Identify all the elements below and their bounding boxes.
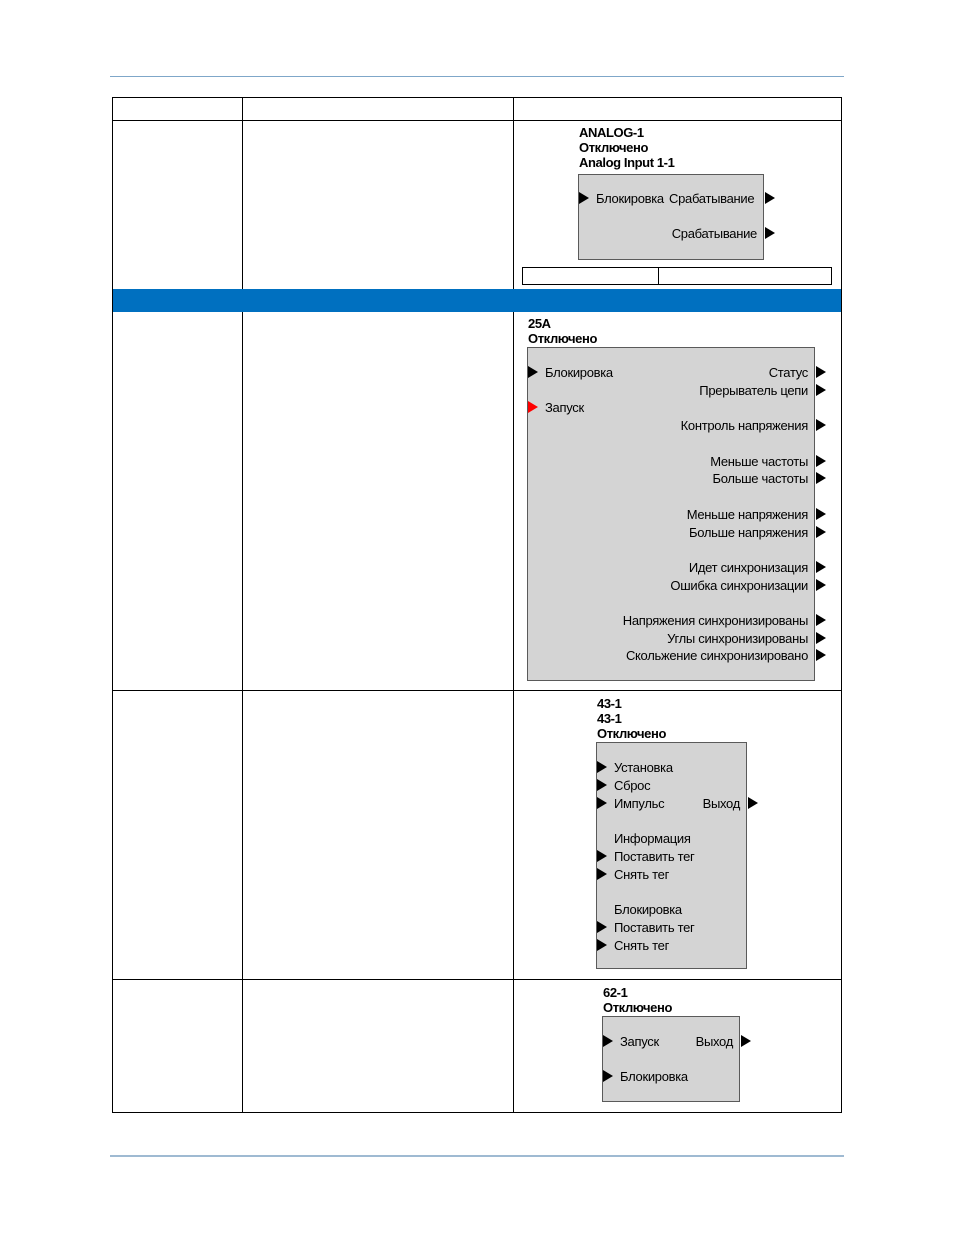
b25a-output-arrow-icon-11[interactable] (816, 632, 826, 644)
b25a-output-arrow-icon-6[interactable] (816, 508, 826, 520)
b43-block-name: 43-1 (597, 696, 622, 711)
b43-input-arrow-icon-3[interactable] (597, 797, 607, 809)
b43-input-label-2: Сброс (614, 778, 651, 793)
b25a-input-arrow-icon-1[interactable] (528, 366, 538, 378)
b25a-output-label-12: Скольжение синхронизировано (625, 648, 808, 663)
b25a-output-label-2: Прерыватель цепи (699, 383, 808, 398)
b25a-output-arrow-icon-12[interactable] (816, 649, 826, 661)
b43-input-label-1: Установка (614, 760, 673, 775)
section-band (113, 289, 841, 312)
b25a-output-label-4: Меньше частоты (710, 454, 808, 469)
b62-input-arrow-icon-2[interactable] (603, 1070, 613, 1082)
header-rule (110, 76, 844, 77)
footer-rule (110, 1155, 844, 1157)
b43-input-arrow-icon-1[interactable] (597, 761, 607, 773)
b43-group-label-block: Блокировка (614, 902, 682, 917)
analog-block-status: Отключено (579, 140, 648, 155)
b25a-output-label-6: Меньше напряжения (686, 507, 808, 522)
b62-block-status: Отключено (603, 1000, 672, 1015)
analog-input-block-arrow-icon[interactable] (579, 192, 589, 204)
b43-block-title (597, 696, 666, 741)
b43-input-label-7: Снять тег (614, 938, 670, 953)
b25a-output-arrow-icon-1[interactable] (816, 366, 826, 378)
analog-output-trip-arrow-icon-2[interactable] (765, 227, 775, 239)
analog-output-trip-label-2: Срабатывание (671, 226, 757, 241)
column-divider-2 (513, 98, 514, 1112)
b43-output-arrow-icon[interactable] (748, 797, 758, 809)
b62-block-title (603, 985, 672, 1015)
b43-block-label: 43-1 (597, 711, 622, 726)
b25a-block-name: 25A (528, 316, 551, 331)
b25a-output-label-5: Больше частоты (712, 471, 808, 486)
b25a-output-arrow-icon-9[interactable] (816, 579, 826, 591)
b62-input-label-2: Блокировка (620, 1069, 688, 1084)
b25a-output-label-9: Ошибка синхронизации (670, 578, 808, 593)
b43-block-status: Отключено (597, 726, 666, 741)
analog-settings-strip (522, 267, 832, 285)
analog-output-trip-arrow-icon-1[interactable] (765, 192, 775, 204)
b43-input-arrow-icon-4[interactable] (597, 850, 607, 862)
b25a-output-arrow-icon-3[interactable] (816, 419, 826, 431)
analog-function-block[interactable] (578, 174, 764, 260)
b43-function-block[interactable] (596, 742, 747, 969)
row-divider-header (113, 120, 841, 121)
b62-block-name: 62-1 (603, 985, 628, 1000)
b25a-block-status: Отключено (528, 331, 597, 346)
b43-input-label-4: Поставить тег (614, 849, 695, 864)
analog-block-source: Analog Input 1-1 (579, 155, 675, 170)
row-divider-2 (113, 690, 841, 691)
b25a-output-label-1: Статус (768, 365, 808, 380)
b25a-input-arrow-icon-2[interactable] (528, 401, 538, 413)
b25a-function-block[interactable] (527, 347, 815, 681)
b25a-input-label-1: Блокировка (545, 365, 613, 380)
b62-output-arrow-icon[interactable] (741, 1035, 751, 1047)
b43-input-label-3: Импульс (614, 796, 665, 811)
b43-input-arrow-icon-2[interactable] (597, 779, 607, 791)
b25a-input-label-2: Запуск (545, 400, 584, 415)
b43-output-label: Выход (702, 796, 740, 811)
analog-block-name: ANALOG-1 (579, 125, 644, 140)
b25a-output-arrow-icon-2[interactable] (816, 384, 826, 396)
row-divider-3 (113, 979, 841, 980)
b25a-output-arrow-icon-7[interactable] (816, 526, 826, 538)
column-divider-1 (242, 98, 243, 1112)
b62-input-arrow-icon-1[interactable] (603, 1035, 613, 1047)
b25a-output-label-8: Идет синхронизация (688, 560, 808, 575)
b25a-output-arrow-icon-8[interactable] (816, 561, 826, 573)
b43-input-arrow-icon-5[interactable] (597, 868, 607, 880)
analog-block-title (579, 125, 674, 170)
analog-input-block-label: Блокировка (596, 191, 664, 206)
b25a-output-label-10: Напряжения синхронизированы (622, 613, 808, 628)
b25a-output-label-3: Контроль напряжения (680, 418, 808, 433)
analog-output-trip-label-1: Срабатывание (669, 191, 755, 206)
b43-input-label-5: Снять тег (614, 867, 670, 882)
b43-group-label-info: Информация (614, 831, 691, 846)
b62-output-label: Выход (695, 1034, 733, 1049)
b25a-output-arrow-icon-5[interactable] (816, 472, 826, 484)
b25a-output-arrow-icon-10[interactable] (816, 614, 826, 626)
b62-input-label-1: Запуск (620, 1034, 659, 1049)
b25a-block-title (528, 316, 597, 346)
b25a-output-label-7: Больше напряжения (689, 525, 808, 540)
b62-function-block[interactable] (602, 1016, 740, 1102)
b43-input-label-6: Поставить тег (614, 920, 695, 935)
b25a-output-label-11: Углы синхронизированы (667, 631, 808, 646)
b43-input-arrow-icon-6[interactable] (597, 921, 607, 933)
b43-input-arrow-icon-7[interactable] (597, 939, 607, 951)
b25a-output-arrow-icon-4[interactable] (816, 455, 826, 467)
